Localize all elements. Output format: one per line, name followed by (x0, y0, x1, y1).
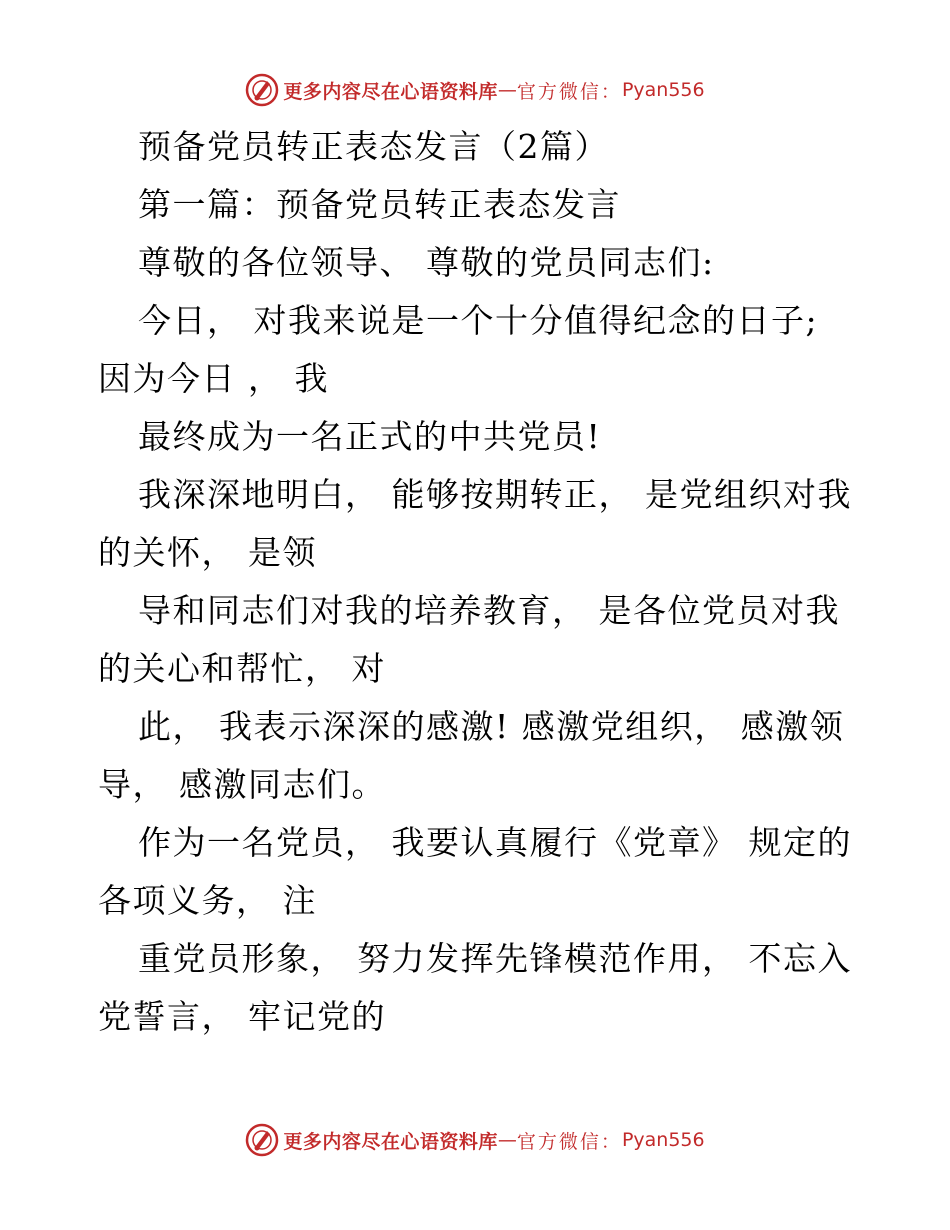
paragraph-line: 作为一名党员， 我要认真履行《党章》 规定的 (138, 823, 852, 862)
section-title: 第一篇：预备党员转正表态发言 (138, 185, 621, 224)
document-body (98, 118, 858, 1046)
paragraph-line: 导和同志们对我的培养教育， 是各位党员对我 (138, 591, 840, 630)
paragraph-line: 最终成为一名正式的中共党员! (138, 417, 602, 456)
paragraph-line: 导， 感激同志们。 (98, 765, 386, 804)
paragraph-line: 重党员形象， 努力发挥先锋模范作用， 不忘入 (138, 939, 852, 978)
banner-wechat-label: 官方微信： (516, 80, 622, 103)
banner-separator: — (497, 1129, 517, 1151)
banner-separator: — (497, 79, 517, 101)
banner-site-text: 更多内容尽在心语资料库 (283, 80, 498, 103)
brand-logo-icon (245, 73, 279, 107)
banner-wechat-id: Pyan556 (621, 1129, 705, 1151)
footer-banner (0, 1120, 950, 1160)
paragraph-line: 党誓言， 牢记党的 (98, 997, 386, 1036)
paragraph-line: 的关心和帮忙， 对 (98, 649, 386, 688)
paragraph-line: 我深深地明白， 能够按期转正， 是党组织对我 (138, 475, 852, 514)
banner-wechat-id: Pyan556 (621, 79, 705, 101)
paragraph-line: 此， 我表示深深的感激! 感激党组织， 感激领 (138, 707, 845, 746)
paragraph-line: 各项义务， 注 (98, 881, 317, 920)
paragraph-line: 今日， 对我来说是一个十分值得纪念的日子; (138, 301, 819, 340)
paragraph-line: 因为今日 ， 我 (98, 359, 329, 398)
paragraph-line: 的关怀， 是领 (98, 533, 317, 572)
banner-wechat-label: 官方微信： (516, 1130, 622, 1153)
brand-logo-icon (245, 1123, 279, 1157)
document-title: 预备党员转正表态发言（2篇） (138, 127, 609, 166)
banner-site-text: 更多内容尽在心语资料库 (283, 1130, 498, 1153)
salutation: 尊敬的各位领导、 尊敬的党员同志们: (138, 243, 715, 282)
header-banner (0, 70, 950, 110)
